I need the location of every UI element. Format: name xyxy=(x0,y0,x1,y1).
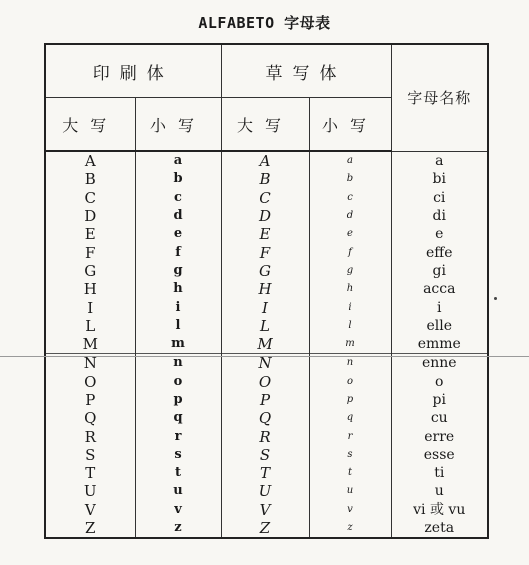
cell-script-upper: C xyxy=(221,189,309,207)
table-row xyxy=(45,409,488,427)
table-row xyxy=(45,207,488,225)
cell-script-lower: q xyxy=(309,409,391,427)
cell-script-upper: H xyxy=(221,280,309,298)
cell-letter-name: i xyxy=(391,298,488,316)
cell-script-lower: v xyxy=(309,501,391,519)
cell-letter-name: erre xyxy=(391,427,488,445)
cell-letter-name: ti xyxy=(391,464,488,482)
cell-print-upper: T xyxy=(45,464,135,482)
cell-script-lower: c xyxy=(309,189,391,207)
cell-script-upper: A xyxy=(221,151,309,170)
cell-script-upper: I xyxy=(221,298,309,316)
cell-print-lower: s xyxy=(135,446,221,464)
table-row xyxy=(45,151,488,170)
cell-letter-name: emme xyxy=(391,335,488,354)
table-row xyxy=(45,464,488,482)
cell-print-lower: g xyxy=(135,262,221,280)
cell-script-upper: U xyxy=(221,482,309,500)
header-print: 印刷体 xyxy=(45,44,221,98)
cell-letter-name: pi xyxy=(391,391,488,409)
cell-script-upper: M xyxy=(221,335,309,354)
cell-print-upper: F xyxy=(45,243,135,261)
cell-script-lower: h xyxy=(309,280,391,298)
cell-print-lower: q xyxy=(135,409,221,427)
cell-script-lower: i xyxy=(309,298,391,316)
cell-letter-name: esse xyxy=(391,446,488,464)
cell-script-lower: s xyxy=(309,446,391,464)
cell-script-upper: S xyxy=(221,446,309,464)
table-row xyxy=(45,519,488,538)
cell-letter-name: bi xyxy=(391,170,488,188)
cell-script-lower: m xyxy=(309,335,391,354)
cell-letter-name: di xyxy=(391,207,488,225)
cell-print-lower: f xyxy=(135,243,221,261)
header-letter-name: 字母名称 xyxy=(391,44,488,151)
cell-script-lower: o xyxy=(309,373,391,391)
cell-script-upper: F xyxy=(221,243,309,261)
cell-script-lower: d xyxy=(309,207,391,225)
alphabet-table xyxy=(44,43,489,539)
cell-print-lower: h xyxy=(135,280,221,298)
cell-print-upper: A xyxy=(45,151,135,170)
table-row xyxy=(45,262,488,280)
cell-print-upper: N xyxy=(45,354,135,373)
cell-script-lower: a xyxy=(309,151,391,170)
cell-script-lower: r xyxy=(309,427,391,445)
cell-letter-name: acca xyxy=(391,280,488,298)
table-body xyxy=(45,151,488,538)
table-row xyxy=(45,446,488,464)
cell-script-upper: O xyxy=(221,373,309,391)
cell-print-upper: V xyxy=(45,501,135,519)
cell-script-lower: t xyxy=(309,464,391,482)
cell-print-lower: p xyxy=(135,391,221,409)
ink-speck xyxy=(494,297,497,300)
cell-script-upper: P xyxy=(221,391,309,409)
cell-script-lower: p xyxy=(309,391,391,409)
header-print-lower: 小写 xyxy=(135,98,221,152)
table-row xyxy=(45,317,488,335)
cell-print-upper: I xyxy=(45,298,135,316)
cell-print-lower: m xyxy=(135,335,221,354)
page-divider-line xyxy=(0,356,529,357)
header-script: 草写体 xyxy=(221,44,391,98)
cell-letter-name: effe xyxy=(391,243,488,261)
cell-print-lower: o xyxy=(135,373,221,391)
cell-print-lower: l xyxy=(135,317,221,335)
cell-print-upper: S xyxy=(45,446,135,464)
cell-print-lower: e xyxy=(135,225,221,243)
cell-script-upper: V xyxy=(221,501,309,519)
cell-letter-name: ci xyxy=(391,189,488,207)
table-row xyxy=(45,170,488,188)
cell-letter-name: a xyxy=(391,151,488,170)
table-row xyxy=(45,482,488,500)
cell-print-upper: U xyxy=(45,482,135,500)
cell-print-lower: t xyxy=(135,464,221,482)
cell-letter-name: o xyxy=(391,373,488,391)
cell-letter-name: e xyxy=(391,225,488,243)
table-row xyxy=(45,225,488,243)
table-row xyxy=(45,391,488,409)
cell-print-lower: a xyxy=(135,151,221,170)
cell-script-lower: b xyxy=(309,170,391,188)
table-row xyxy=(45,280,488,298)
cell-letter-name: enne xyxy=(391,354,488,373)
cell-letter-name: elle xyxy=(391,317,488,335)
cell-print-upper: P xyxy=(45,391,135,409)
cell-script-upper: T xyxy=(221,464,309,482)
table-row xyxy=(45,427,488,445)
cell-script-lower: u xyxy=(309,482,391,500)
table-row xyxy=(45,189,488,207)
cell-letter-name: vi 或 vu xyxy=(391,501,488,519)
cell-letter-name: u xyxy=(391,482,488,500)
header-print-upper: 大写 xyxy=(45,98,135,152)
cell-script-upper: L xyxy=(221,317,309,335)
cell-script-upper: B xyxy=(221,170,309,188)
cell-script-lower: l xyxy=(309,317,391,335)
cell-print-lower: z xyxy=(135,519,221,538)
table-row xyxy=(45,373,488,391)
cell-script-upper: E xyxy=(221,225,309,243)
cell-letter-name: cu xyxy=(391,409,488,427)
cell-script-upper: Z xyxy=(221,519,309,538)
cell-script-lower: z xyxy=(309,519,391,538)
cell-script-lower: g xyxy=(309,262,391,280)
cell-print-upper: E xyxy=(45,225,135,243)
header-group-row xyxy=(45,44,488,98)
page-title: ALFABETO 字母表 xyxy=(198,14,331,32)
cell-print-upper: M xyxy=(45,335,135,354)
cell-print-upper: B xyxy=(45,170,135,188)
cell-print-upper: O xyxy=(45,373,135,391)
cell-print-lower: u xyxy=(135,482,221,500)
cell-print-lower: n xyxy=(135,354,221,373)
cell-print-lower: i xyxy=(135,298,221,316)
table-row xyxy=(45,501,488,519)
cell-print-upper: R xyxy=(45,427,135,445)
cell-print-lower: b xyxy=(135,170,221,188)
cell-script-upper: D xyxy=(221,207,309,225)
table-row xyxy=(45,335,488,354)
table-row xyxy=(45,243,488,261)
cell-print-upper: C xyxy=(45,189,135,207)
cell-script-upper: G xyxy=(221,262,309,280)
cell-print-lower: c xyxy=(135,189,221,207)
cell-script-lower: e xyxy=(309,225,391,243)
cell-print-lower: v xyxy=(135,501,221,519)
cell-print-upper: Q xyxy=(45,409,135,427)
cell-script-upper: Q xyxy=(221,409,309,427)
table-row xyxy=(45,298,488,316)
cell-print-lower: d xyxy=(135,207,221,225)
cell-print-upper: H xyxy=(45,280,135,298)
header-script-lower: 小写 xyxy=(309,98,391,152)
cell-script-upper: R xyxy=(221,427,309,445)
cell-print-lower: r xyxy=(135,427,221,445)
cell-letter-name: gi xyxy=(391,262,488,280)
cell-print-upper: L xyxy=(45,317,135,335)
cell-print-upper: D xyxy=(45,207,135,225)
cell-script-lower: n xyxy=(309,354,391,373)
cell-print-upper: G xyxy=(45,262,135,280)
cell-script-lower: f xyxy=(309,243,391,261)
cell-print-upper: Z xyxy=(45,519,135,538)
header-script-upper: 大写 xyxy=(221,98,309,152)
cell-letter-name: zeta xyxy=(391,519,488,538)
cell-script-upper: N xyxy=(221,354,309,373)
